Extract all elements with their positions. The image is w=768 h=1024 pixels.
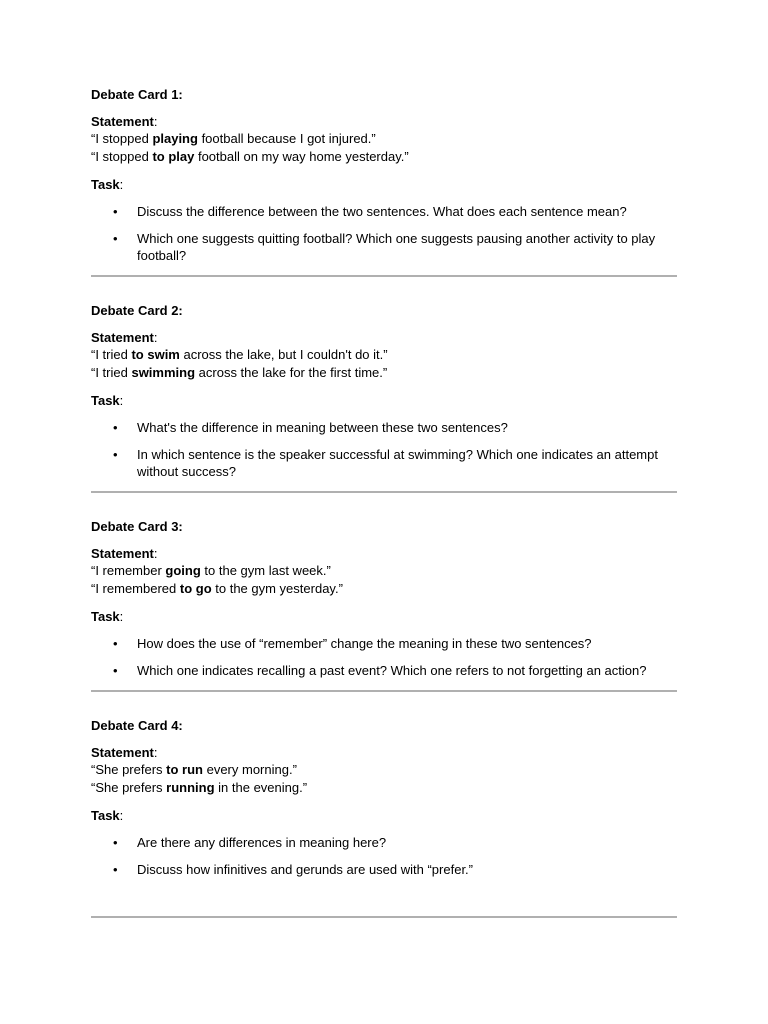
task-label-line: Task:: [91, 808, 124, 823]
statement-label-line: Statement:: [91, 114, 158, 129]
statement-label-line: Statement:: [91, 546, 158, 561]
task-list: [91, 419, 677, 480]
statement-text: in the evening.”: [214, 780, 308, 795]
card-spacer: [91, 692, 677, 717]
statement-text: “She prefers: [91, 762, 167, 777]
card-title: Debate Card 2:: [91, 303, 183, 318]
statement-label: Statement: [91, 114, 154, 129]
task-item: [91, 419, 677, 436]
statement-line: [91, 580, 677, 598]
statement-line: [91, 346, 677, 364]
statement-emphasis: going: [165, 563, 201, 578]
statement-text: football on my way home yesterday.”: [194, 149, 409, 164]
statement-line: [91, 562, 677, 580]
debate-card-4: [91, 717, 677, 878]
statement-line: [91, 130, 677, 148]
bullet-icon: •: [113, 447, 118, 462]
bullet-icon: •: [113, 862, 118, 877]
debate-card-2: [91, 302, 677, 493]
bottom-spacer: [91, 878, 677, 916]
statement-line: [91, 779, 677, 797]
task-label-line: Task:: [91, 393, 124, 408]
task-text: What's the difference in meaning between these two sentences?: [137, 420, 508, 435]
task-text: Which one indicates recalling a past event? Which one refers to not forgetting an action?: [137, 663, 647, 678]
task-list: [91, 635, 677, 679]
task-item: [91, 834, 677, 851]
bullet-icon: •: [113, 663, 118, 678]
statement-label: Statement: [91, 745, 154, 760]
statement-line: [91, 148, 677, 166]
statement-text: football because I got injured.”: [197, 131, 376, 146]
card-title: Debate Card 1:: [91, 87, 183, 102]
statement-text: “I remember: [91, 563, 166, 578]
statement-text: “I stopped: [91, 131, 153, 146]
task-label: Task: [91, 177, 120, 192]
task-item: [91, 861, 677, 878]
statement-text: to the gym yesterday.”: [211, 581, 343, 596]
task-text: Are there any differences in meaning here?: [137, 835, 387, 850]
task-list: [91, 203, 677, 264]
task-item: [91, 203, 677, 220]
task-label-line: Task:: [91, 609, 124, 624]
task-label: Task: [91, 808, 120, 823]
statement-text: “I tried: [91, 347, 132, 362]
card-spacer: [91, 277, 677, 302]
bullet-icon: •: [113, 835, 118, 850]
task-label-line: Task:: [91, 177, 124, 192]
task-label: Task: [91, 609, 120, 624]
statement-text: across the lake for the first time.”: [195, 365, 388, 380]
statement-text: “She prefers: [91, 780, 167, 795]
card-divider: [91, 916, 677, 918]
task-text: Discuss how infinitives and gerunds are used with “prefer.”: [137, 862, 473, 877]
bullet-icon: •: [113, 420, 118, 435]
statement-text: to the gym last week.”: [200, 563, 331, 578]
task-item: [91, 446, 677, 480]
statement-emphasis: to go: [179, 581, 212, 596]
statement-emphasis: to swim: [131, 347, 180, 362]
statement-text: “I stopped: [91, 149, 153, 164]
statement-emphasis: to run: [166, 762, 203, 777]
task-text: In which sentence is the speaker successful at swimming? Which one indicates an attempt without success?: [137, 447, 658, 479]
task-text: How does the use of “remember” change the meaning in these two sentences?: [137, 636, 592, 651]
document-page: [91, 86, 677, 918]
statement-label: Statement: [91, 330, 154, 345]
debate-card-3: [91, 518, 677, 692]
statement-label: Statement: [91, 546, 154, 561]
statement-text: “I tried: [91, 365, 132, 380]
task-item: [91, 635, 677, 652]
statement-text: across the lake, but I couldn't do it.”: [179, 347, 388, 362]
task-text: Which one suggests quitting football? Which one suggests pausing another activity to play football?: [137, 231, 656, 263]
statement-label-line: Statement:: [91, 745, 158, 760]
statement-line: [91, 364, 677, 382]
card-title: Debate Card 3:: [91, 519, 183, 534]
debate-card-1: [91, 86, 677, 277]
statement-emphasis: swimming: [131, 365, 196, 380]
bullet-icon: •: [113, 636, 118, 651]
task-text: Discuss the difference between the two sentences. What does each sentence mean?: [137, 204, 627, 219]
statement-text: every morning.”: [202, 762, 297, 777]
bullet-icon: •: [113, 204, 118, 219]
statement-label-line: Statement:: [91, 330, 158, 345]
card-title: Debate Card 4:: [91, 718, 183, 733]
card-spacer: [91, 493, 677, 518]
task-item: [91, 662, 677, 679]
task-list: [91, 834, 677, 878]
statement-emphasis: to play: [152, 149, 195, 164]
bullet-icon: •: [113, 231, 118, 246]
task-label: Task: [91, 393, 120, 408]
task-item: [91, 230, 677, 264]
statement-text: “I remembered: [91, 581, 180, 596]
statement-emphasis: playing: [152, 131, 198, 146]
statement-emphasis: running: [166, 780, 215, 795]
statement-line: [91, 761, 677, 779]
